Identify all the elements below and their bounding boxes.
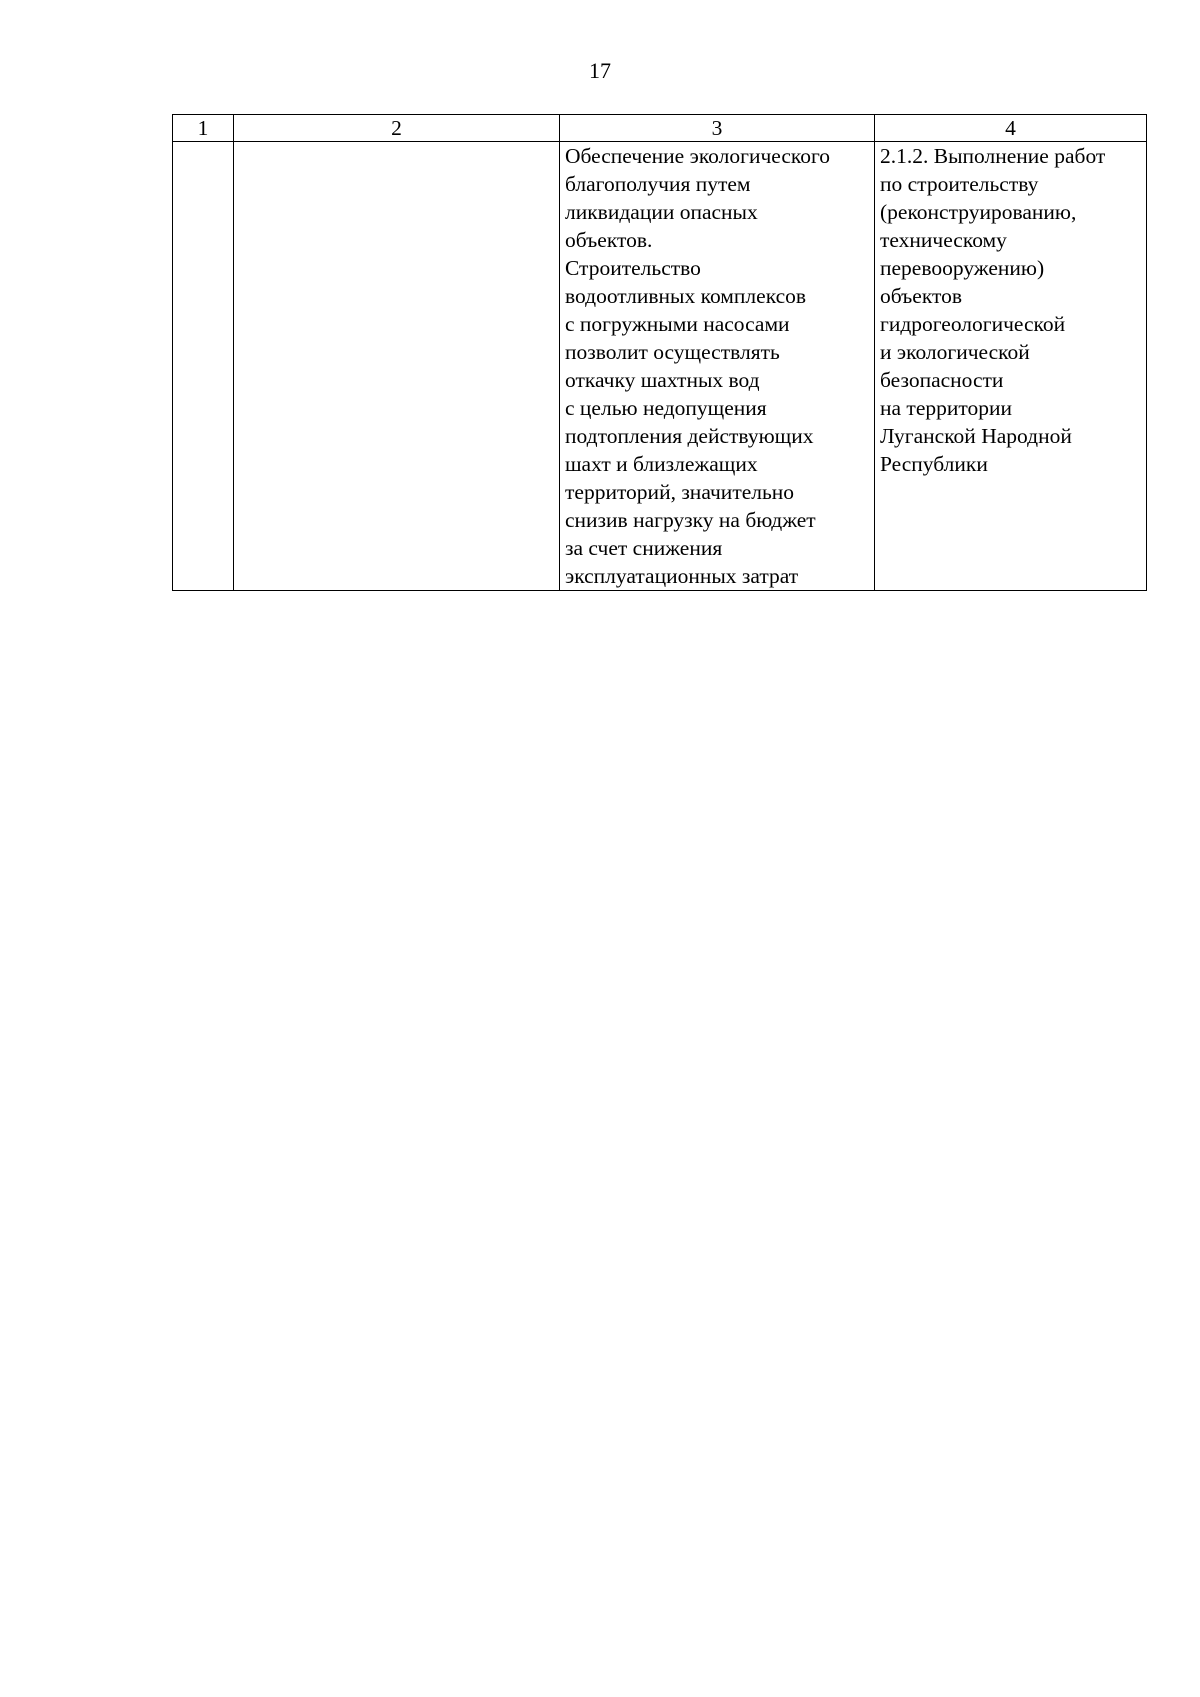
cell-text-line: благополучия путем [565, 172, 751, 196]
page-number: 17 [589, 58, 611, 83]
cell-col-4 [875, 142, 1147, 591]
header-col-3: 3 [560, 115, 875, 142]
cell-text-line: шахт и близлежащих [565, 452, 758, 476]
cell-text-line: 2.1.2. Выполнение работ [880, 144, 1106, 168]
cell-text-line: с целью недопущения [565, 396, 767, 420]
cell-text-line: территорий, значительно [565, 480, 795, 504]
cell-text-line: перевооружению) [880, 256, 1045, 280]
cell-text-line: эксплуатационных затрат [565, 564, 799, 588]
document-table [172, 114, 1147, 591]
cell-text-line: позволит осуществлять [565, 340, 780, 364]
cell-text-line: откачку шахтных вод [565, 368, 760, 392]
header-col-1: 1 [173, 115, 234, 142]
cell-text-line: с погружными насосами [565, 312, 790, 336]
cell-text-line: за счет снижения [565, 536, 723, 560]
header-col-2: 2 [234, 115, 560, 142]
cell-col-3 [560, 142, 875, 591]
cell-text-line: подтопления действующих [565, 424, 814, 448]
cell-text-line: техническому [880, 228, 1007, 252]
cell-text-line: гидрогеологической [880, 312, 1066, 336]
cell-text-line: объектов. [565, 228, 653, 252]
cell-text-line: снизив нагрузку на бюджет [565, 508, 816, 532]
cell-text-line: безопасности [880, 368, 1004, 392]
cell-text-line: Строительство [565, 256, 701, 280]
header-col-4: 4 [875, 115, 1147, 142]
cell-text-line: Республики [880, 452, 988, 476]
cell-text-line: Луганской Народной [880, 424, 1072, 448]
cell-text-line: ликвидации опасных [565, 200, 758, 224]
cell-col-1 [173, 142, 234, 591]
cell-text-line: и экологической [880, 340, 1030, 364]
cell-text-line: по строительству [880, 172, 1039, 196]
cell-text-line: водоотливных комплексов [565, 284, 807, 308]
table-row [173, 142, 1147, 591]
table-header-row [173, 115, 1147, 142]
cell-text-line: объектов [880, 284, 962, 308]
cell-col-2 [234, 142, 560, 591]
cell-text-line: (реконструированию, [880, 200, 1077, 224]
cell-text-line: на территории [880, 396, 1012, 420]
cell-text-line: Обеспечение экологического [565, 144, 831, 168]
